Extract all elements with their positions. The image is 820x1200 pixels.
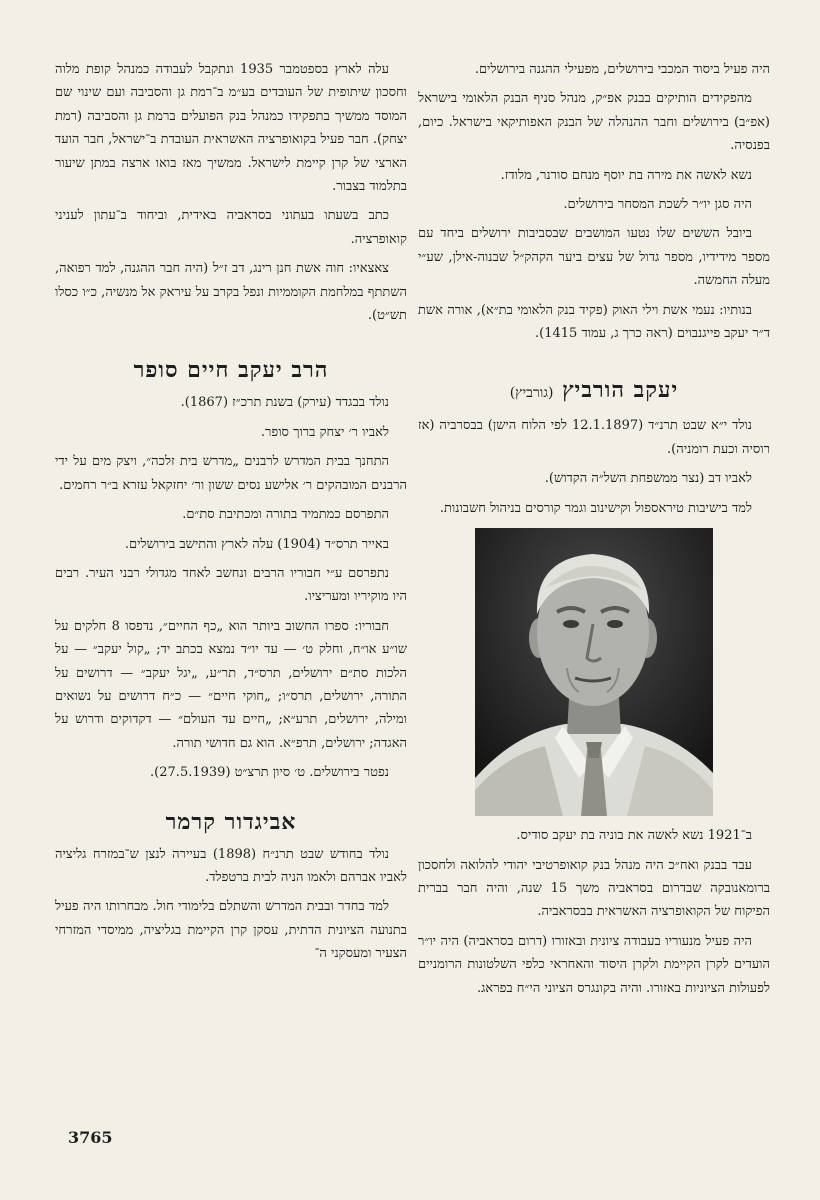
entry-heading-alias: (גורביץ) <box>509 385 554 402</box>
left-bio-paragraph: התפרסם כמתמיד בתורה ומכתיבת סת״ם. <box>182 507 389 523</box>
portrait-photo <box>475 528 713 816</box>
left-bio-paragraph: נולד בבגדד (עירק) בשנת תרכ״ז (1867). <box>180 395 389 411</box>
page-number: 3765 <box>68 1128 113 1147</box>
right-paragraph: נשא לאשה את מירה בת יוסף מנחם סורנר, מלודז. <box>500 167 752 183</box>
left-bio-paragraph: למד בחדר ובבית המדרש והשתלם בלימודי חול. מבחרותו היה פעיל בתנועה הציונית הדתית, עסקן קרן הקיימת בגליציה, ממיסדי המזרחי הצעיר ומעסקני ה־ <box>55 899 407 962</box>
right-paragraph: היה סגן יו״ר לשכת המסחר בירושלים. <box>563 197 752 213</box>
right-paragraph: מהפקידים הותיקים בבנק אפ״ק, מנהל סניף הבנק הלאומי בישראל (אפ״ב) בירושלים וחבר ההנהלה של הבנק האפותיקאי בישראל. כיום, בפנסיה. <box>418 91 770 154</box>
entry-heading-horowitz <box>418 375 770 408</box>
right-paragraph: ביובל הששים שלו נטעו המושבים שבסביבות ירושלים ביחד עם מספר מידידיו, מספר גדול של עצים ביער הקהק״ל שבנוה-אילן, שע״י מעלה החמשה. <box>418 226 770 289</box>
entry-heading-name: יעקב הורביץ <box>562 377 679 404</box>
right-bio-paragraph: עבד בבנק ואח״כ היה מנהל בנק קואופרטיבי יהודי להלואה ולחסכון ברומאנובקה שבדרום בסראביה משך 15 שנה, והיה חבר בברית הפיקוח של הקואופרציה האשראית בבסראביה. <box>418 857 771 920</box>
entry-heading-kremer: אביגדור קרמר <box>165 808 297 835</box>
portrait-illustration <box>475 528 713 816</box>
right-bio-paragraph: נולד י״א שבט תרנ״ד (12.1.1897 לפי הלוח הישן) בבסרביה (אז רוסיה וכעת רומניה). <box>418 418 770 457</box>
right-bio-paragraph: ב־1921 נשא לאשה את בוניה בת יעקב סודיס. <box>516 828 752 844</box>
right-column <box>418 58 770 1006</box>
left-bio-paragraph: באייר תרס״ד (1904) עלה לארץ והתישב בירושלים. <box>124 536 389 552</box>
left-bio-paragraph: לאביו ר׳ יצחק ברוך סופר. <box>260 424 389 440</box>
left-bio-paragraph: נפטר בירושלים. ט׳ סיון תרצ״ט (27.5.1939). <box>150 765 389 781</box>
left-bio-paragraph: נתפרסם ע״י חבוריו הרבים ונחשב לאחד מגדולי רבני העיר. רבים היו מוקיריו ומעריציו. <box>55 565 407 605</box>
left-bio-paragraph: נולד בחודש שבט תרנ״ח (1898) בעיירה לנצן ש־במזרח גליציה לאביו אברהם ולאמו הניה לבית ברטפלד. <box>55 846 407 885</box>
left-paragraph: כתב בשעתו בעתוני בסראביה באידית, וביחוד ב־עתון לעניני קואופרציה. <box>55 208 407 247</box>
left-paragraph: עלה לארץ בספטמבר 1935 ונתקבל לעבודה כמנהל קופת מלוה וחסכון שיתופית של העובדים בע״מ ב־רמת גן והסביבה ועם שינוי שם המוסד ממשיך בתפקידו כמנהל בנק הפועלים ברמת גן והסביבה (רמת יצחק). חבר פעיל בקואופרציה האשראית העובדת ב־ישראל, חבר הועד הארצי של קרן קיימת לישראל. ממשיך מאז בואו ארצה במתן שיעור בתלמוד בצבור. <box>55 62 407 195</box>
right-bio-paragraph: לאביו דב (נצר ממשפחת השל״ה הקדוש). <box>544 471 752 487</box>
right-bio-paragraph: היה פעיל מנעוריו בעבודה ציונית ובאזורו (דרום בסראביה) היה יו״ר הועדים לקרן הקיימת ולקרן היסוד והאחראי כלפי השלטונות הרומניים לפעולות הציוניות באזורו. והיה בקונגרס הציוני הי״ח בפראג. <box>418 933 770 996</box>
left-column <box>55 58 407 972</box>
entry-heading-sofer: הרב יעקב חיים סופר <box>133 357 329 384</box>
left-paragraph: צאצאיו: חוה אשת חנן רינג, דב ז״ל (היה חבר ההגנה, למד רפואה, השתתף במלחמת הקוממיות ונפל בקרב על עיראק אל מנשיה, כ״ו כסלו תש״ט). <box>55 261 407 324</box>
right-paragraph: בנותיו: נעמי אשת וילי האוק (פקיד בנק הלאומי בת״א), אורה אשת ד״ר יעקב פייגנבוים (ראה כרך ג, עמוד 1415). <box>418 302 770 342</box>
right-paragraph: היה פעיל ביסוד המכבי בירושלים, מפעילי ההגנה בירושלים. <box>474 62 770 77</box>
left-bio-paragraph: התחנך בבית המדרש לרבנים „מדרש בית זלכה״, ויצק מים על ידי הרבנים המובהקים ר׳ אלישע נסים ששון ור׳ יחזקאל עזרא ב״ר רחמים. <box>55 454 407 493</box>
left-bio-paragraph: חבוריו: ספרו החשוב ביותר הוא „כף החיים״, נדפסו 8 חלקים על שו״ע או״ח, וחלק ט׳ — עד יו״ד נמצא בכתב יד; „קול יעקב״ — על הלכות סת״ם ירושלים, תרס״ד, תר״ע, „יגל יעקב״ — דרושים על התורה, ירושלים, תרס״ו; „חוקי חיים״ — כ״ח דרושים על נשואים ומילה, ירושלים, תרע״א; „חיים עד העולם״ — דקדוקים ודרוש על האגדה; ירושלים, תרפ״א. הוא גם חדושי תורה. <box>55 618 407 751</box>
right-bio-paragraph: למד בישיבות טיראספול וקישינוב וגמר קורסים בניהול חשבונות. <box>439 500 752 516</box>
